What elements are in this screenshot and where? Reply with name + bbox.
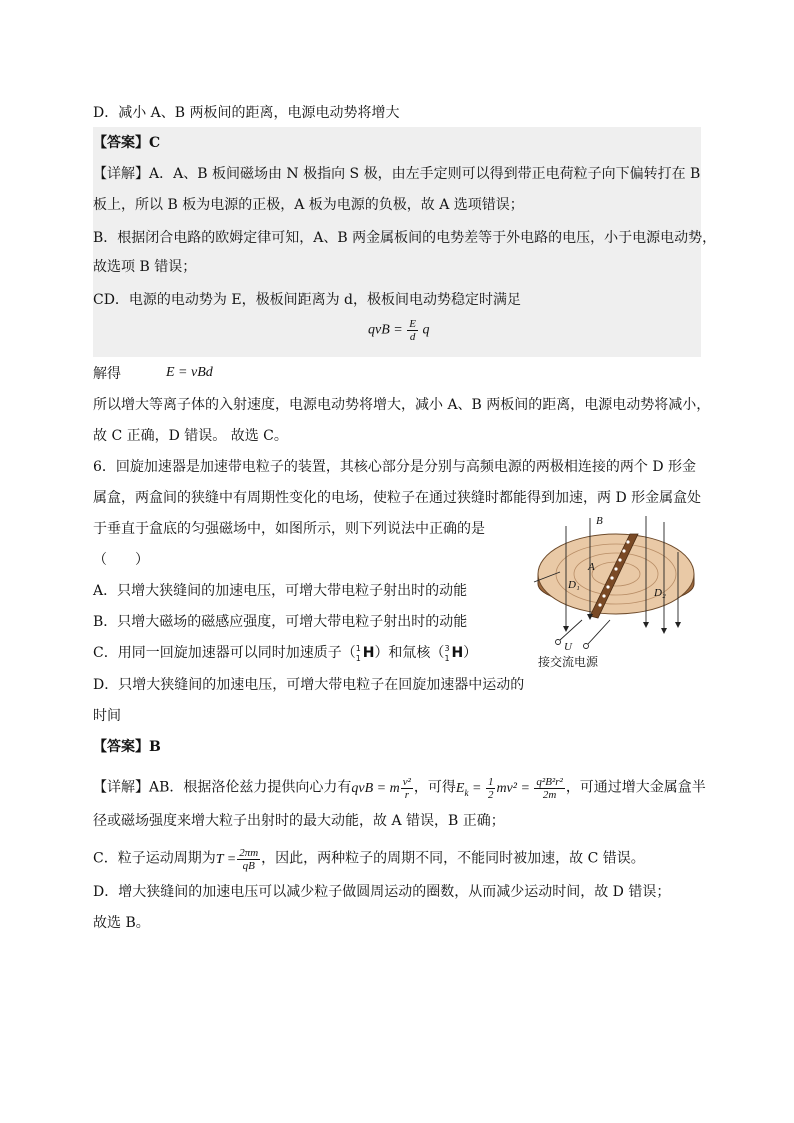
fraction-numerator: v² [402, 776, 411, 788]
option-c-pre: C．用同一回旋加速器可以同时加速质子（ [93, 645, 356, 661]
lead-2 [588, 620, 610, 644]
fraction-numerator: 2πm [239, 847, 259, 859]
label-d1: D₁ [568, 579, 580, 591]
answer-label-2: 【答案】B [93, 739, 161, 755]
fraction-denominator: d [409, 331, 416, 343]
option-c-end: ） [463, 645, 478, 661]
detail-1-line-e: CD．电源的电动势为 E，极板间距离为 d，极板间电动势稳定时满足 [93, 292, 522, 308]
option-d-line-b: 时间 [93, 708, 121, 724]
formula-equilibrium-lhs: qvB = [368, 322, 403, 338]
formula-energy-eq: = [471, 780, 482, 796]
detail-2-a-mid: ，可得 [413, 779, 456, 796]
nuclide-proton-charge: 1 [355, 654, 361, 663]
formula-energy-lhs: E [455, 780, 465, 796]
fraction-numerator: 1 [487, 776, 494, 788]
detail-2-c-pre: C．粒子运动周期为 [93, 850, 216, 867]
fraction-numerator: E [409, 318, 416, 330]
detail-2-a-end: ，可通过增大金属盒半 [565, 779, 706, 796]
question-6-paren: （ ） [93, 552, 149, 568]
arrow-heads [563, 614, 681, 634]
detail-1-line-b: 板上，所以 B 板为电源的正极，A 板为电源的负极，故 A 选项错误； [93, 197, 524, 213]
fraction-denominator: 2m [542, 789, 557, 801]
solve-label: 解得 [93, 366, 121, 382]
label-d2: D₂ [654, 587, 666, 599]
conclusion-line-b: 故 C 正确，D 错误。 故选 C。 [93, 428, 288, 444]
formula-lorentz [351, 776, 414, 801]
formula-lorentz-lhs: qvB = m [351, 780, 400, 796]
nuclide-proton-symbol: H [362, 645, 375, 661]
option-c-mid: ）和氚核（ [374, 645, 445, 661]
formula-energy [455, 776, 566, 801]
formula-lorentz-fraction [401, 776, 413, 801]
formula-energy-half [486, 776, 496, 801]
option-a: A．只增大狭缝间的加速电压，可增大带电粒子射出时的动能 [93, 583, 468, 599]
prev-option-d: D．减小 A、B 两板间的距离，电源电动势将增大 [93, 105, 400, 121]
cyclotron-diagram [530, 512, 700, 672]
detail-2-line-a [93, 776, 706, 802]
formula-period-fraction [237, 847, 260, 872]
question-6-line-c: 于垂直于盒底的匀强磁场中，如图所示，则下列说法中正确的是 [93, 521, 485, 537]
solve-formula: E = vBd [166, 365, 213, 380]
nuclide-proton-mass: 1 [355, 644, 361, 653]
detail-1-line-a: 【详解】A．A、B 板间磁场由 N 极指向 S 极，由左手定则可以得到带正电荷粒子向下偏转打在 B [93, 166, 701, 182]
question-6-line-a: 6．回旋加速器是加速带电粒子的装置，其核心部分是分别与高频电源的两极相连接的两个 D 形金 [93, 459, 697, 475]
lead-1 [560, 620, 582, 640]
figure-caption: 接交流电源 [538, 655, 599, 669]
nuclide-triton-mass: 3 [444, 644, 450, 653]
formula-equilibrium-rhs: q [422, 322, 430, 338]
formula-energy-fraction [534, 776, 564, 801]
formula-equilibrium-fraction [407, 318, 418, 343]
terminal-1 [556, 640, 561, 645]
question-6-line-b: 属盒，两盒间的狭缝中有周期性变化的电场，使粒子在通过狭缝时都能得到加速，两 D 形金属盒处 [93, 490, 702, 506]
terminal-2 [584, 644, 589, 649]
fraction-denominator: qB [242, 860, 255, 872]
formula-energy-mid: mv² = [496, 780, 530, 796]
detail-2-line-c [93, 847, 645, 872]
formula-period [215, 847, 261, 872]
label-u: U [564, 641, 572, 653]
nuclide-proton [356, 644, 375, 662]
nuclide-triton-charge: 1 [444, 654, 450, 663]
fraction-denominator: 2 [487, 789, 494, 801]
fraction-numerator: q²B²r² [536, 776, 563, 788]
option-c [93, 644, 477, 662]
formula-period-lhs: T = [215, 851, 237, 867]
label-b: B [596, 515, 603, 527]
detail-2-c-end: ，因此，两种粒子的周期不同，不能同时被加速，故 C 错误。 [261, 850, 645, 867]
detail-2-line-d: D．增大狭缝间的加速电压可以减少粒子做圆周运动的圈数，从而减少运动时间，故 D 错误； [93, 884, 671, 900]
nuclide-triton-symbol: H [451, 645, 464, 661]
conclusion-line-a: 所以增大等离子体的入射速度，电源电动势将增大，减小 A、B 两板间的距离，电源电动势将减小， [93, 397, 711, 413]
detail-2-line-b: 径或磁场强度来增大粒子出射时的最大动能，故 A 错误，B 正确； [93, 813, 505, 829]
fraction-denominator: r [404, 789, 409, 801]
option-d-line-a: D．只增大狭缝间的加速电压，可增大带电粒子在回旋加速器中运动的 [93, 677, 525, 693]
answer-label-1: 【答案】C [93, 135, 161, 151]
detail-1-line-d: 故选项 B 错误； [93, 259, 197, 275]
formula-equilibrium [368, 318, 429, 343]
detail-2-a-pre: 【详解】AB．根据洛伦兹力提供向心力有 [93, 779, 352, 796]
nuclide-triton [444, 644, 463, 662]
option-b: B．只增大磁场的磁感应强度，可增大带电粒子射出时的动能 [93, 614, 468, 630]
final-choice: 故选 B。 [93, 915, 150, 931]
label-a: A [588, 561, 595, 573]
formula-energy-sub: k [464, 787, 469, 798]
detail-1-line-c: B．根据闭合电路的欧姆定律可知，A、B 两金属板间的电势差等于外电路的电压，小于电源电动势， [93, 230, 717, 246]
